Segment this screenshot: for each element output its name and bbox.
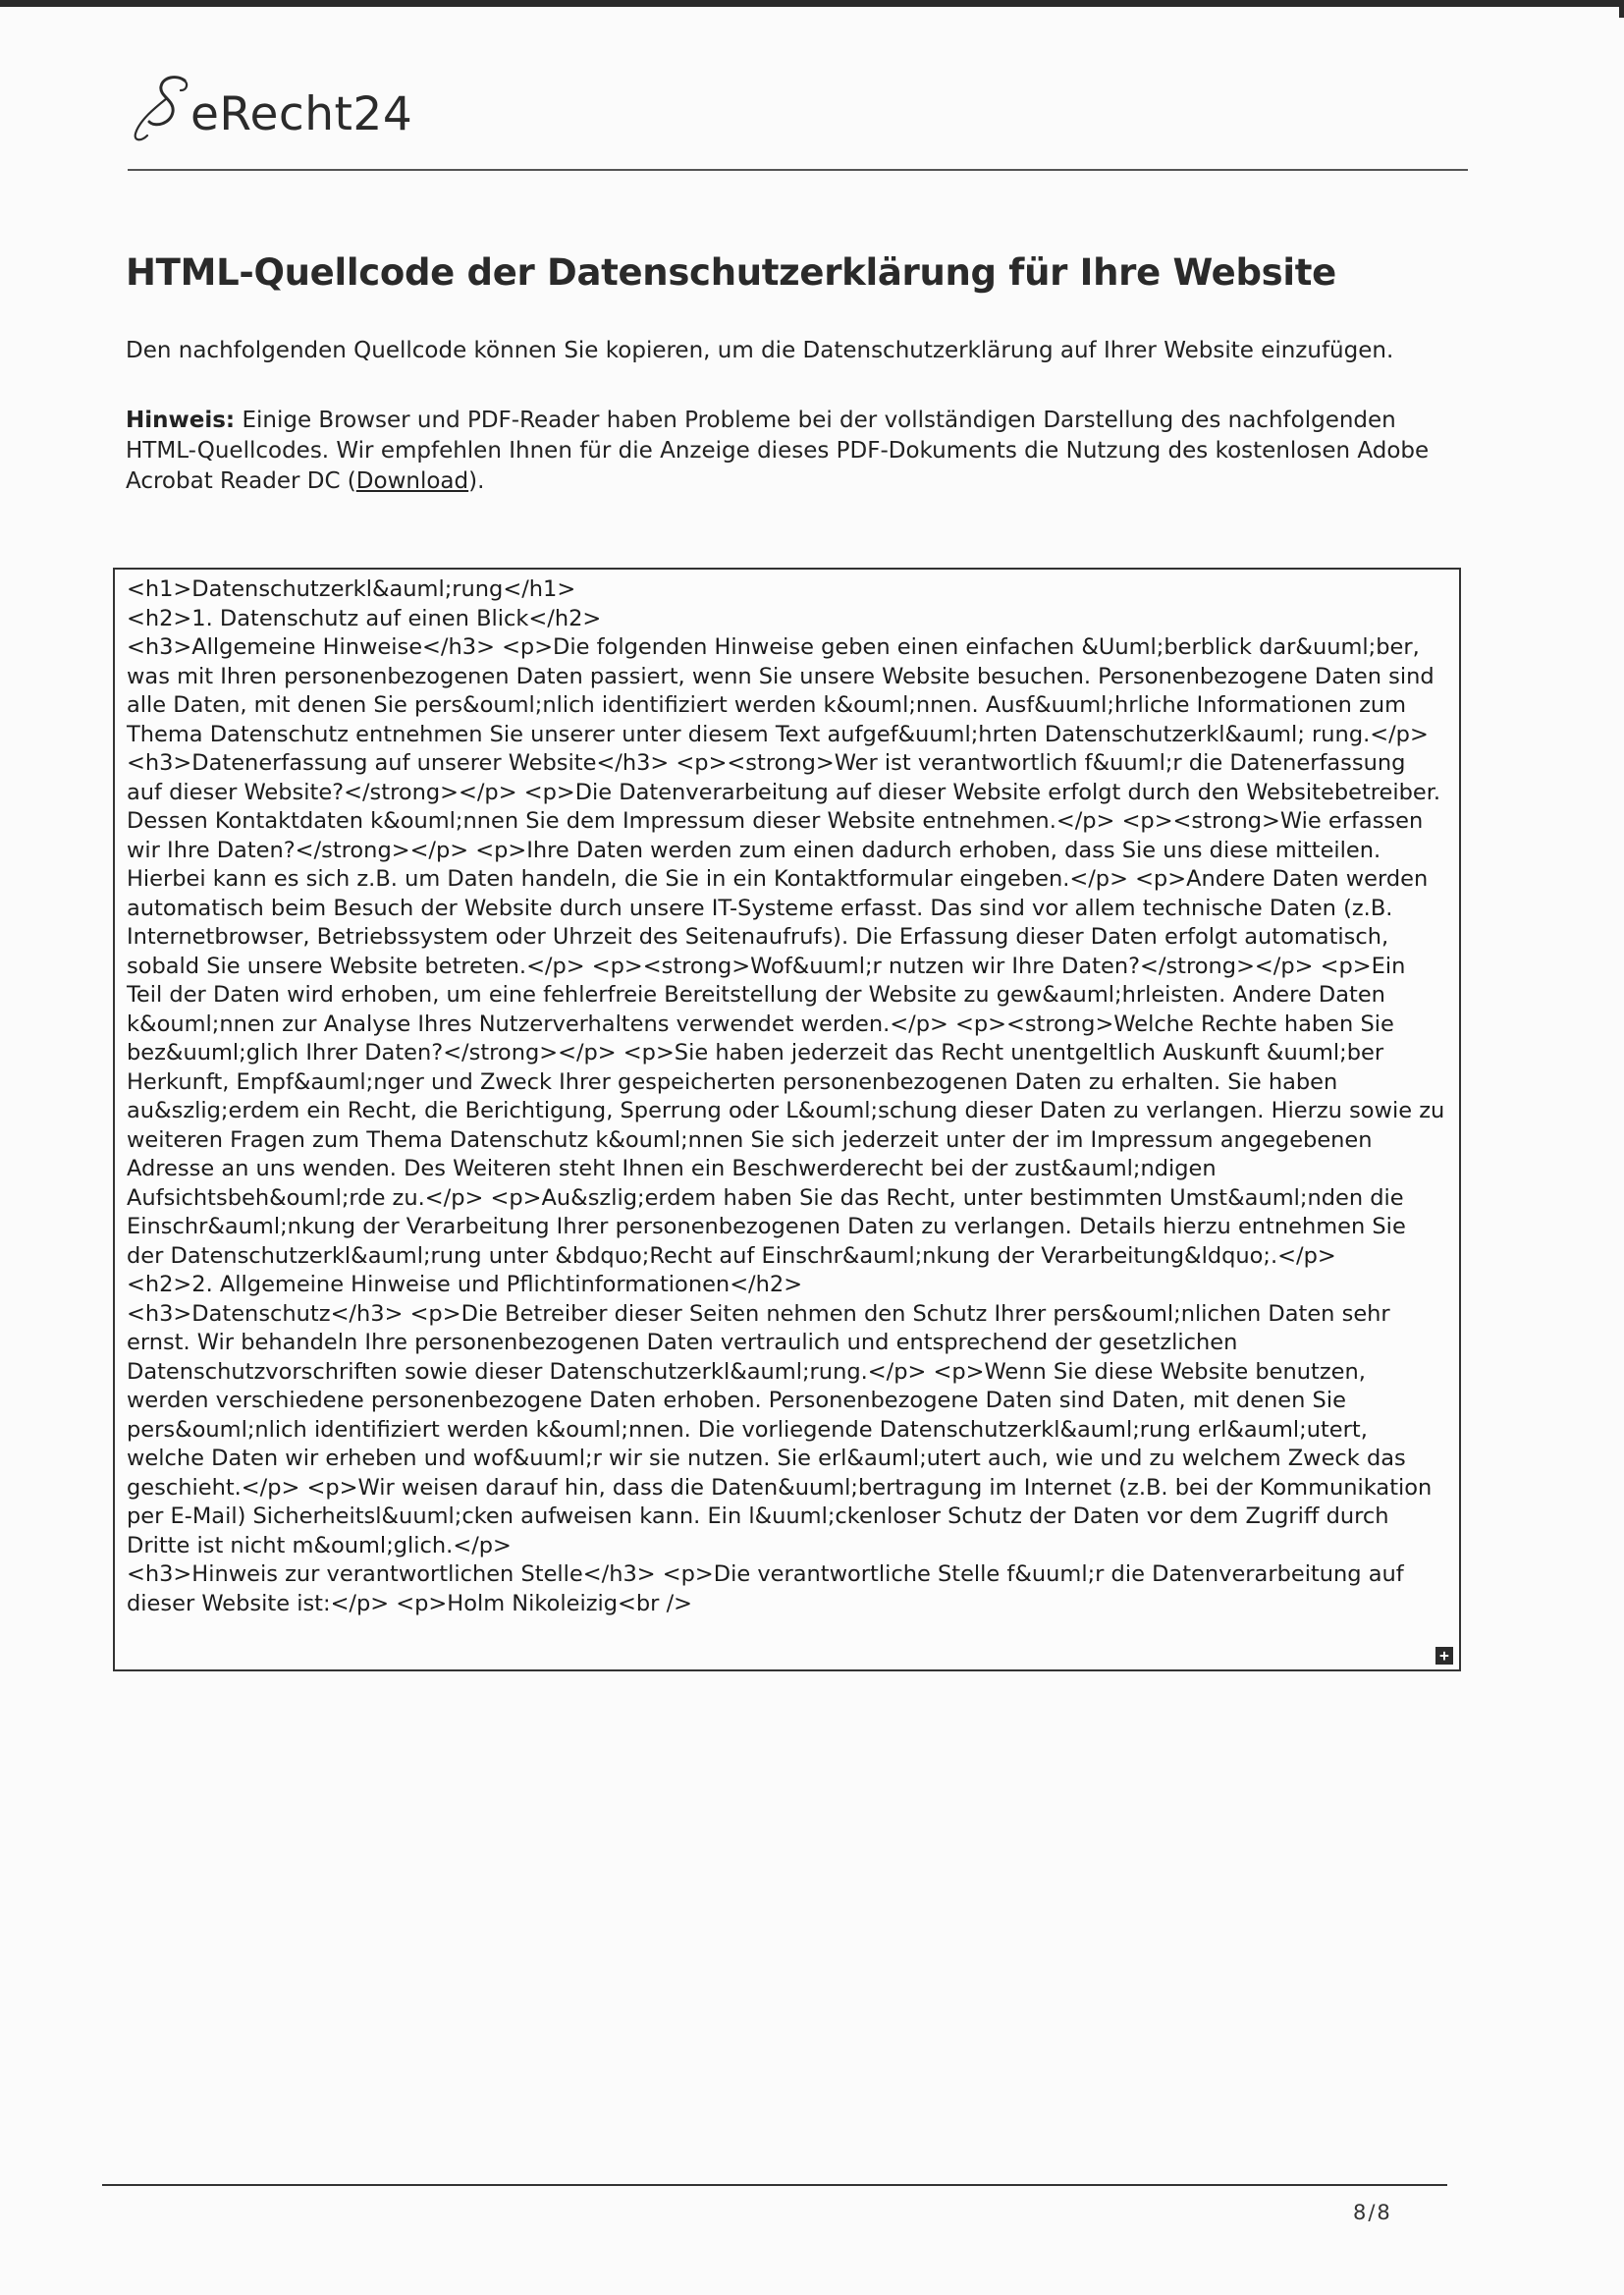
hint-end: ). (468, 468, 485, 494)
page-number: 8/8 (1353, 2201, 1392, 2224)
script-s-logo-icon (128, 69, 196, 147)
header-divider (128, 169, 1468, 171)
hint-label: Hinweis: (126, 408, 236, 433)
download-link[interactable]: Download (355, 468, 469, 494)
footer-divider (102, 2184, 1447, 2186)
scan-edge-corner (1619, 0, 1624, 18)
expand-icon[interactable]: + (1435, 1647, 1453, 1665)
html-source-textbox[interactable] (113, 568, 1461, 1671)
html-source-code[interactable]: <h1>Datenschutzerkl&auml;rung</h1> <h2>1. Datenschutz auf einen Blick</h2> <h3>Allgemeine Hinweise</h3> <p>Die folgenden Hinweise geben einen einfachen &Uuml;berblick dar&uuml;ber, was mit Ihren personenbezogenen Daten passiert, wenn Sie unsere Website besuchen. Personenbezogene Daten sind alle Daten, mit denen Sie pers&ouml;nlich identifiziert werden k&ouml;nnen. Ausf&uuml;hrliche Informationen zum Thema Datenschutz entnehmen Sie unserer unter diesem Text aufgef&uuml;hrten Datenschutzerkl&auml; rung.</p> <h3>Datenerfassung auf unserer Website</h3> <p><strong>Wer ist verantwortlich f&uuml;r die Datenerfassung auf dieser Website?</strong></p> <p>Die Datenverarbeitung auf dieser Website erfolgt durch den Websitebetreiber. Dessen Kontaktdaten k&ouml;nnen Sie dem Impressum dieser Website entnehmen.</p> <p><strong>Wie erfassen wir Ihre Daten?</strong></p> <p>Ihre Daten werden zum einen dadurch erhoben, dass Sie uns diese mitteilen. Hierbei kann es sich z.B. um Daten handeln, die Sie in ein Kontaktformular eingeben.</p> <p>Andere Daten werden automatisch beim Besuch der Website durch unsere IT-Systeme erfasst. Das sind vor allem technische Daten (z.B. Internetbrowser, Betriebssystem oder Uhrzeit des Seitenaufrufs). Die Erfassung dieser Daten erfolgt automatisch, sobald Sie unsere Website betreten.</p> <p><strong>Wof&uuml;r nutzen wir Ihre Daten?</strong></p> <p>Ein Teil der Daten wird erhoben, um eine fehlerfreie Bereitstellung der Website zu gew&auml;hrleisten. Andere Daten k&ouml;nnen zur Analyse Ihres Nutzerverhaltens verwendet werden.</p> <p><strong>Welche Rechte haben Sie bez&uuml;glich Ihrer Daten?</strong></p> <p>Sie haben jederzeit das Recht unentgeltlich Auskunft &uuml;ber Herkunft, Empf&auml;nger und Zweck Ihrer gespeicherten personenbezogenen Daten zu erhalten. Sie haben au&szlig;erdem ein Recht, die Berichtigung, Sperrung oder L&ouml;schung dieser Daten zu verlangen. Hierzu sowie zu weiteren Fragen zum Thema Datenschutz k&ouml;nnen Sie sich jederzeit unter der im Impressum angegebenen Adresse an uns wenden. Des Weiteren steht Ihnen ein Beschwerderecht bei der zust&auml;ndigen Aufsichtsbeh&ouml;rde zu.</p> <p>Au&szlig;erdem haben Sie das Recht, unter bestimmten Umst&auml;nden die Einschr&auml;nkung der Verarbeitung Ihrer personenbezogenen Daten zu verlangen. Details hierzu entnehmen Sie der Datenschutzerkl&auml;rung unter &bdquo;Recht auf Einschr&auml;nkung der Verarbeitung&ldquo;.</p> <h2>2. Allgemeine Hinweise und Pflichtinformationen</h2> <h3>Datenschutz</h3> <p>Die Betreiber dieser Seiten nehmen den Schutz Ihrer pers&ouml;nlichen Daten sehr ernst. Wir behandeln Ihre personenbezogenen Daten vertraulich und entsprechend der gesetzlichen Datenschutzvorschriften sowie dieser Datenschutzerkl&auml;rung.</p> <p>Wenn Sie diese Website benutzen, werden verschiedene personenbezogene Daten erhoben. Personenbezogene Daten sind Daten, mit denen Sie pers&ouml;nlich identifiziert werden k&ouml;nnen. Die vorliegende Datenschutzerkl&auml;rung erl&auml;utert, welche Daten wir erheben und wof&uuml;r wir sie nutzen. Sie erl&auml;utert auch, wie und zu welchem Zweck das geschieht.</p> <p>Wir weisen darauf hin, dass die Daten&uuml;bertragung im Internet (z.B. bei der Kommunikation per E-Mail) Sicherheitsl&uuml;cken aufweisen kann. Ein l&uuml;ckenloser Schutz der Daten vor dem Zugriff durch Dritte ist nicht m&ouml;glich.</p> <h3>Hinweis zur verantwortlichen Stelle</h3> <p>Die verantwortliche Stelle f&uuml;r die Datenverarbeitung auf dieser Website ist:</p> <p>Holm Nikoleizig<br /> (127, 576, 1445, 1616)
scan-edge-top (0, 0, 1624, 7)
hint-text: Einige Browser und PDF-Reader haben Probleme bei der vollständigen Darstellung des nachfolgenden HTML-Quellcodes. Wir empfehlen Ihnen für die Anzeige dieses PDF-Dokuments die Nutzung des kostenlosen Adobe Acrobat Reader DC ( (126, 408, 1430, 494)
logo-text: eRecht24 (190, 87, 413, 141)
intro-text: Den nachfolgenden Quellcode können Sie kopieren, um die Datenschutzerklärung auf Ihrer Website einzufügen. (126, 338, 1394, 363)
page-title: HTML-Quellcode der Datenschutzerklärung für Ihre Website (126, 251, 1336, 294)
erecht24-logo (128, 69, 412, 147)
hint-paragraph (126, 406, 1471, 497)
